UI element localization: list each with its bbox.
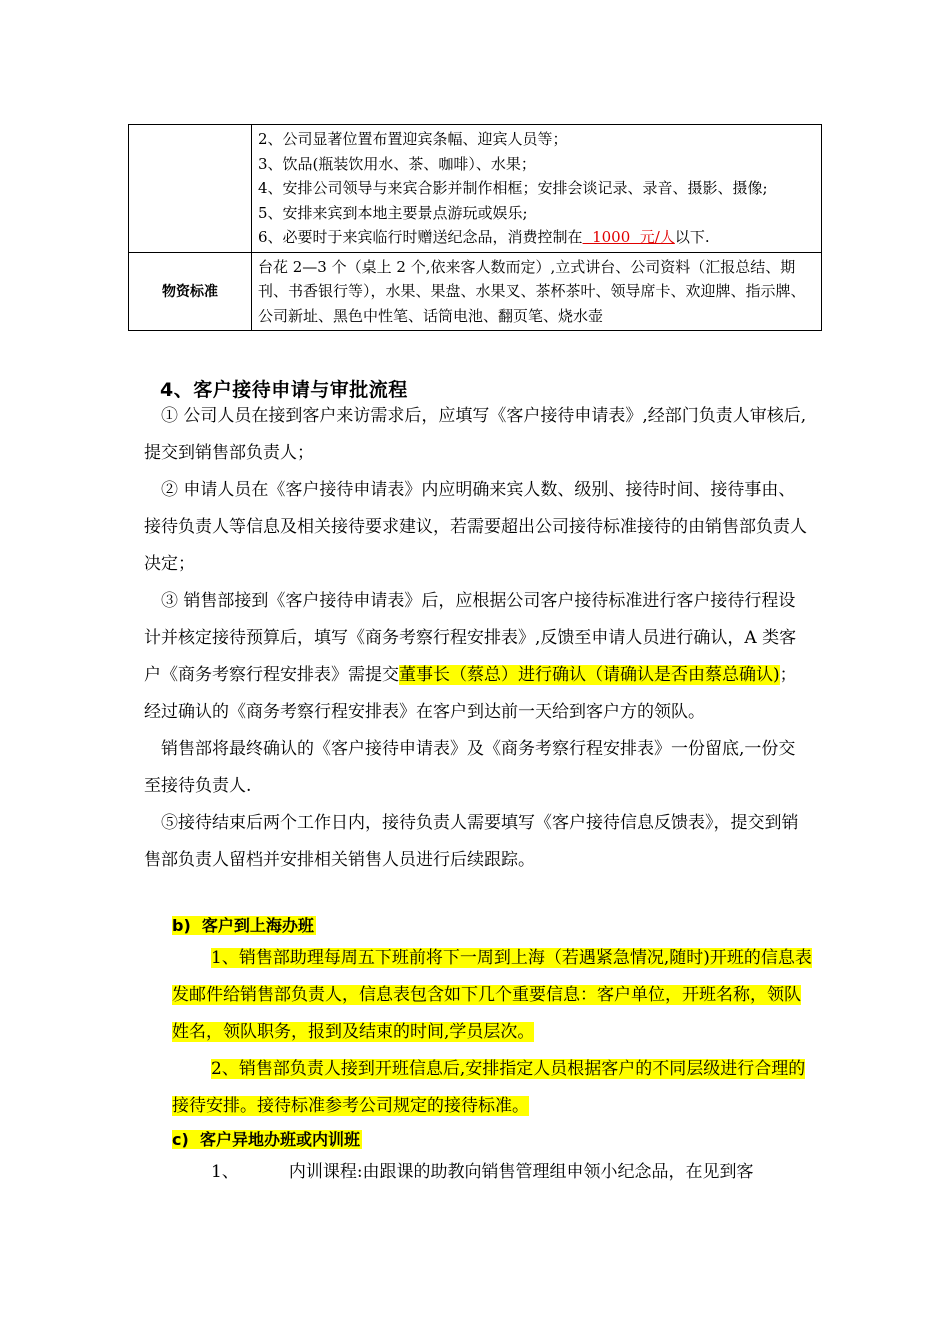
- paragraph: [172, 940, 812, 1051]
- gift-suffix: 以下.: [674, 228, 710, 246]
- highlighted-text: 2、销售部负责人接到开班信息后,安排指定人员根据客户的不同层级进行合理的接待安排。接待标准参考公司规定的接待标准。: [172, 1059, 806, 1116]
- section-heading: 4、客户接待申请与审批流程: [160, 379, 408, 401]
- row-content: [252, 125, 822, 253]
- table-row: [129, 252, 822, 331]
- subsection-heading: [172, 1127, 362, 1150]
- list-item: 5、安排来宾到本地主要景点游玩或娱乐;: [258, 203, 528, 222]
- reception-standard-table: [128, 124, 822, 331]
- item-number: 1、: [211, 1162, 239, 1182]
- row-label: 物资标准: [129, 252, 252, 331]
- list-item: 3、饮品(瓶装饮用水、茶、咖啡）、水果；: [258, 154, 536, 173]
- paragraph: ① 公司人员在接到客户来访需求后，应填写《客户接待申请表》,经部门负责人审核后,提交到销售部负责人；: [144, 406, 807, 463]
- row-label: [129, 125, 252, 253]
- subsection-heading: [172, 913, 316, 936]
- paragraph-text: ；经过确认的《商务考察行程安排表》在客户到达前一天给到客户方的领队。: [144, 665, 797, 722]
- paragraph: ② 申请人员在《客户接待申请表》内应明确来宾人数、级别、接待时间、接待事由、接待负责人等信息及相关接待要求建议，若需要超出公司接待标准接待的由销售部负责人决定；: [144, 480, 807, 574]
- table-row: [129, 125, 822, 253]
- paragraph-text: 内训课程:由跟课的助教向销售管理组申领小纪念品，在见到客: [288, 1162, 754, 1182]
- list-item: 2、公司显著位置布置迎宾条幅、迎宾人员等；: [258, 130, 568, 148]
- subsection-heading-text: b) 客户到上海办班: [172, 916, 314, 935]
- subsection-body: [172, 940, 812, 1125]
- paragraph: [172, 1154, 812, 1191]
- gift-text: 6、必要时于来宾临行时赠送纪念品，消费控制在: [258, 228, 583, 246]
- list-item: 4、安排公司领导与来宾合影并制作相框；安排会谈记录、录音、摄影、摄像;: [258, 179, 768, 197]
- row-content: [252, 252, 822, 331]
- list-item: [258, 225, 815, 250]
- materials-text: 台花 2—3 个（桌上 2 个,依来客人数而定）,立式讲台、公司资料（汇报总结、期刊、书香银行等），水果、果盘、水果叉、茶杯茶叶、领导席卡、欢迎牌、指示牌、公司新址、黑色中性笔、话筒电池、翻页笔、烧水壶: [258, 257, 806, 325]
- highlighted-text: 董事长（蔡总）进行确认（请确认是否由蔡总确认): [399, 665, 780, 685]
- subsection-heading-text: c) 客户异地办班或内训班: [172, 1130, 360, 1149]
- paragraph: ⑤接待结束后两个工作日内，接待负责人需要填写《客户接待信息反馈表》，提交到销售部负责人留档并安排相关销售人员进行后续跟踪。: [144, 813, 799, 870]
- subsection-body: [172, 1154, 812, 1191]
- paragraph: [172, 1051, 812, 1125]
- paragraph: [144, 583, 812, 731]
- highlighted-text: 1、销售部助理每周五下班前将下一周到上海（若遇紧急情况,随时)开班的信息表发邮件给销售部负责人，信息表包含如下几个重要信息：客户单位，开班名称，领队姓名，领队职务，报到及结束的时间,学员层次。: [172, 948, 812, 1042]
- gift-amount: 1000 元/人: [582, 228, 675, 246]
- paragraph: 销售部将最终确认的《客户接待申请表》及《商务考察行程安排表》一份留底,一份交至接待负责人.: [144, 739, 796, 796]
- section-body: [144, 398, 812, 879]
- paragraph-text: ③ 销售部接到《客户接待申请表》后，应根据公司客户接待标准进行客户接待行程设计并核定接待预算后，填写《商务考察行程安排表》,反馈至申请人员进行确认，A 类客户《商务考察行程安排表》需提交: [144, 591, 797, 685]
